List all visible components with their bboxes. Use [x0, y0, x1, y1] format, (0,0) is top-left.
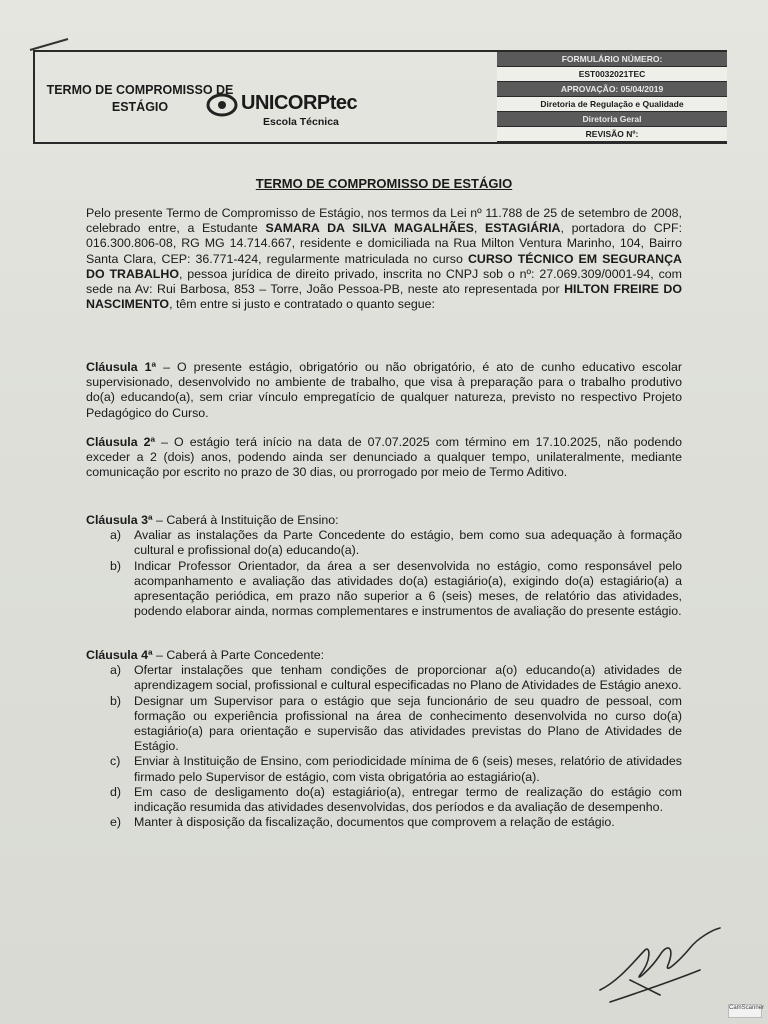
clause-heading: Cláusula 1ª — [86, 360, 157, 374]
form-number-value: EST0032021TEC — [497, 67, 727, 82]
regulation-directorate: Diretoria de Regulação e Qualidade — [497, 97, 727, 112]
approval-date: APROVAÇÃO: 05/04/2019 — [497, 82, 727, 97]
clause-2: Cláusula 2ª – O estágio terá início na data de 07.07.2025 com término em 17.10.2025, não podendo exceder a 2 (dois) anos, podendo ainda ser denunciado a qualquer tempo, unilateralmente, mediante comunicação por escrito no prazo de 30 dias, ou prorrogado por meio de Termo Aditivo. — [86, 435, 682, 480]
logo-subtitle: Escola Técnica — [263, 116, 339, 128]
clause-4: Cláusula 4ª – Caberá à Parte Concedente: a) Ofertar instalações que tenham condições de proporcionar a(o) educando(a) atividades de aprendizagem social, profissional e cultural especificadas no Plano de Atividades de Estágio anexo. b) Designar um Supervisor para o estágio que seja funcionário de seu quadro de pessoal, com formação ou experiência profissional na área de conhecimento desenvolvida no curso do(a) estagiário(a) para orientação e supervisão das atividades previstas do Plano de Atividades de Estágio. c) Enviar à Instituição de Ensino, com periodicidade mínima de 6 (seis) meses, relatório de atividades firmado pelo Supervisor de estágio, com vista obrigatória ao estagiário(a). d) Em caso de desligamento do(a) estagiário(a), entregar termo de realização do estágio com indicação resumida das atividades desenvolvidas, dos períodos e da avaliação de desempenho. e) Manter à disposição da fiscalização, documentos que comprovem a relação de estágio. — [86, 648, 682, 830]
list-item: b) Designar um Supervisor para o estágio que seja funcionário de seu quadro de pessoal, com formação ou experiência profissional na área de conhecimento desenvolvida no curso do(a) estagiário(a) para orientação e supervisão das atividades previstas do Plano de Atividades de Estágio. — [110, 693, 682, 754]
clause-3-list — [86, 528, 682, 619]
student-role: ESTAGIÁRIA — [485, 221, 561, 236]
list-item: e) Manter à disposição da fiscalização, documentos que comprovem a relação de estágio. — [110, 815, 615, 830]
list-item: b) Indicar Professor Orientador, da área a ser desenvolvida no estágio, como responsável pelo acompanhamento e avaliação das atividades do(a) estagiário(a), exigindo do(a) estagiário(a) a apresentação periódica, em prazo não superior a 6 (seis) meses, de relatório das atividades, podendo elaborar ainda, normas complementares e instrumentos de avaliação do presente estágio. — [110, 558, 682, 619]
form-header — [33, 50, 727, 144]
clause-1: Cláusula 1ª – O presente estágio, obrigatório ou não obrigatório, é ato de cunho educativo escolar supervisionado, desenvolvido no ambiente de trabalho, que visa à preparação para o trabalho produtivo do(a) educando(a), sem criar vínculo empregatício de qualquer natureza, previsto no respectivo Projeto Pedagógico do Curso. — [86, 360, 682, 420]
revision-number: REVISÃO Nº: — [497, 127, 727, 142]
document-title: TERMO DE COMPROMISSO DE ESTÁGIO — [255, 176, 513, 191]
camscanner-badge: CamScanner — [728, 1004, 762, 1018]
form-info-table — [497, 52, 727, 142]
clause-3: Cláusula 3ª – Caberá à Instituição de Ensino: a) Avaliar as instalações da Parte Concedente do estágio, bem como sua adequação à formação cultural e profissional do(a) educando(a). b) Indicar Professor Orientador, da área a ser desenvolvida no estágio, como responsável pelo acompanhamento e avaliação das atividades do(a) estagiário(a), exigindo do(a) estagiário(a) a apresentação periódica, em prazo não superior a 6 (seis) meses, de relatório das atividades, podendo elaborar ainda, normas complementares e instrumentos de avaliação do presente estágio. — [86, 513, 682, 619]
clause-heading: Cláusula 4ª — [86, 648, 153, 662]
intro-paragraph: Pelo presente Termo de Compromisso de Estágio, nos termos da Lei nº 11.788 de 25 de setembro de 2008, celebrado entre, a Estudante SAMARA DA SILVA MAGALHÃES, ESTAGIÁRIA, portadora do CPF: 016.300.806-08, RG MG 14.714.667, residente e domiciliada na Rua Milton Ventura Marinho, 104, Bairro Santa Clara, CEP: 36.771-424, regularmente matriculada no curso CURSO TÉCNICO EM SEGURANÇA DO TRABALHO, pessoa jurídica de direito privado, inscrita no CNPJ sob o nº: 27.069.309/0001-94, com sede na Av: Rui Barbosa, 853 – Torre, João Pessoa-PB, neste ato representada por HILTON FREIRE DO NASCIMENTO, têm entre si justo e contratado o quanto segue: — [86, 206, 683, 312]
list-item: d) Em caso de desligamento do(a) estagiário(a), entregar termo de realização do estágio com indicação resumida das atividades desenvolvidas, dos períodos e da avaliação de desempenho. — [110, 784, 682, 815]
general-directorate: Diretoria Geral — [497, 112, 727, 127]
header-title: TERMO DE COMPROMISSO DE ESTÁGIO — [46, 83, 234, 114]
clause-heading: Cláusula 3ª — [86, 513, 153, 527]
student-name: SAMARA DA SILVA MAGALHÃES — [265, 221, 474, 236]
logo-name: UNICORPtec — [241, 92, 358, 114]
representative-name: HILTON FREIRE DO NASCIMENTO — [86, 282, 682, 312]
unicorptec-logo — [205, 92, 405, 132]
form-number-label: FORMULÁRIO NÚMERO: — [497, 52, 727, 67]
clause-4-list — [86, 663, 682, 830]
list-item: a) Ofertar instalações que tenham condições de proporcionar a(o) educando(a) atividades de aprendizagem social, profissional e cultural especificadas no Plano de Atividades de Estágio anexo. — [110, 663, 682, 693]
list-item: a) Avaliar as instalações da Parte Concedente do estágio, bem como sua adequação à formação cultural e profissional do(a) educando(a). — [110, 528, 682, 558]
signature — [590, 920, 730, 1010]
logo-swirl-icon — [205, 92, 239, 118]
list-item: c) Enviar à Instituição de Ensino, com periodicidade mínima de 6 (seis) meses, relatório de atividades firmado pelo Supervisor de estágio, com vista obrigatória ao estagiário(a). — [110, 754, 682, 784]
clause-heading: Cláusula 2ª — [86, 435, 156, 449]
course-name: CURSO TÉCNICO EM SEGURANÇA DO TRABALHO — [86, 251, 682, 281]
